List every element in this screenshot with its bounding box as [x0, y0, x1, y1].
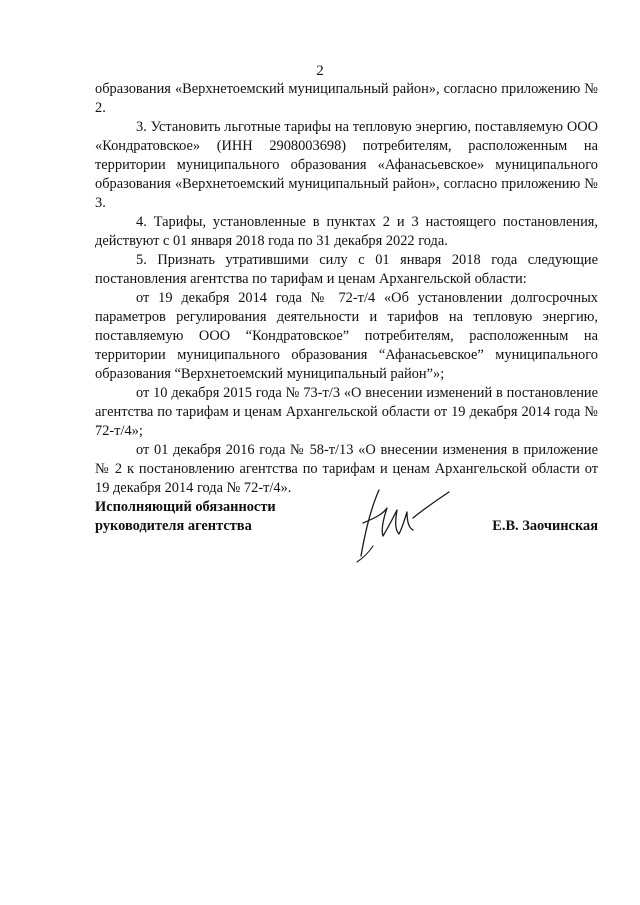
paragraph: 4. Тарифы, установленные в пунктах 2 и 3 настоящего постановления, действуют с 01 января 2018 года по 31 декабря 2022 года.	[95, 214, 598, 249]
paragraph: образования «Верхнетоемский муниципальный район», согласно приложению № 2.	[95, 81, 598, 116]
page-number: 2	[316, 63, 324, 79]
signer-title-line: руководителя агентства	[95, 518, 252, 534]
handwritten-signature	[353, 478, 453, 568]
paragraph: от 01 декабря 2016 года № 58-т/13 «О внесении изменения в приложение № 2 к постановлению агентства по тарифам и ценам Архангельской области от 19 декабря 2014 года № 72-т/4».	[95, 442, 598, 496]
document-body	[95, 80, 598, 498]
signer-title-line: Исполняющий обязанности	[95, 499, 276, 515]
paragraph: 5. Признать утратившими силу с 01 января 2018 года следующие постановления агентства по тарифам и ценам Архангельской области:	[95, 252, 598, 287]
paragraph: 3. Установить льготные тарифы на тепловую энергию, поставляемую ООО «Кондратовское» (ИНН 2908003698) потребителям, расположенным на территории муниципального образования «Афанасьевское» муниципального образования «Верхнетоемский муниципальный район», согласно приложению № 3.	[95, 119, 598, 211]
signer-name: Е.В. Заочинская	[492, 518, 598, 534]
paragraph: от 10 декабря 2015 года № 73-т/3 «О внесении изменений в постановление агентства по тарифам и ценам Архангельской области от 19 декабря 2014 года № 72-т/4»;	[95, 385, 598, 439]
signer-title	[95, 498, 276, 536]
signature-block	[95, 498, 598, 578]
paragraph: от 19 декабря 2014 года № 72-т/4 «Об установлении долгосрочных параметров регулирования деятельности и тарифов на тепловую энергию, поставляемую ООО “Кондратовское” потребителям, расположенным на территории муниципального образования “Афанасьевское” муниципального образования “Верхнетоемский муниципальный район”»;	[95, 290, 598, 382]
